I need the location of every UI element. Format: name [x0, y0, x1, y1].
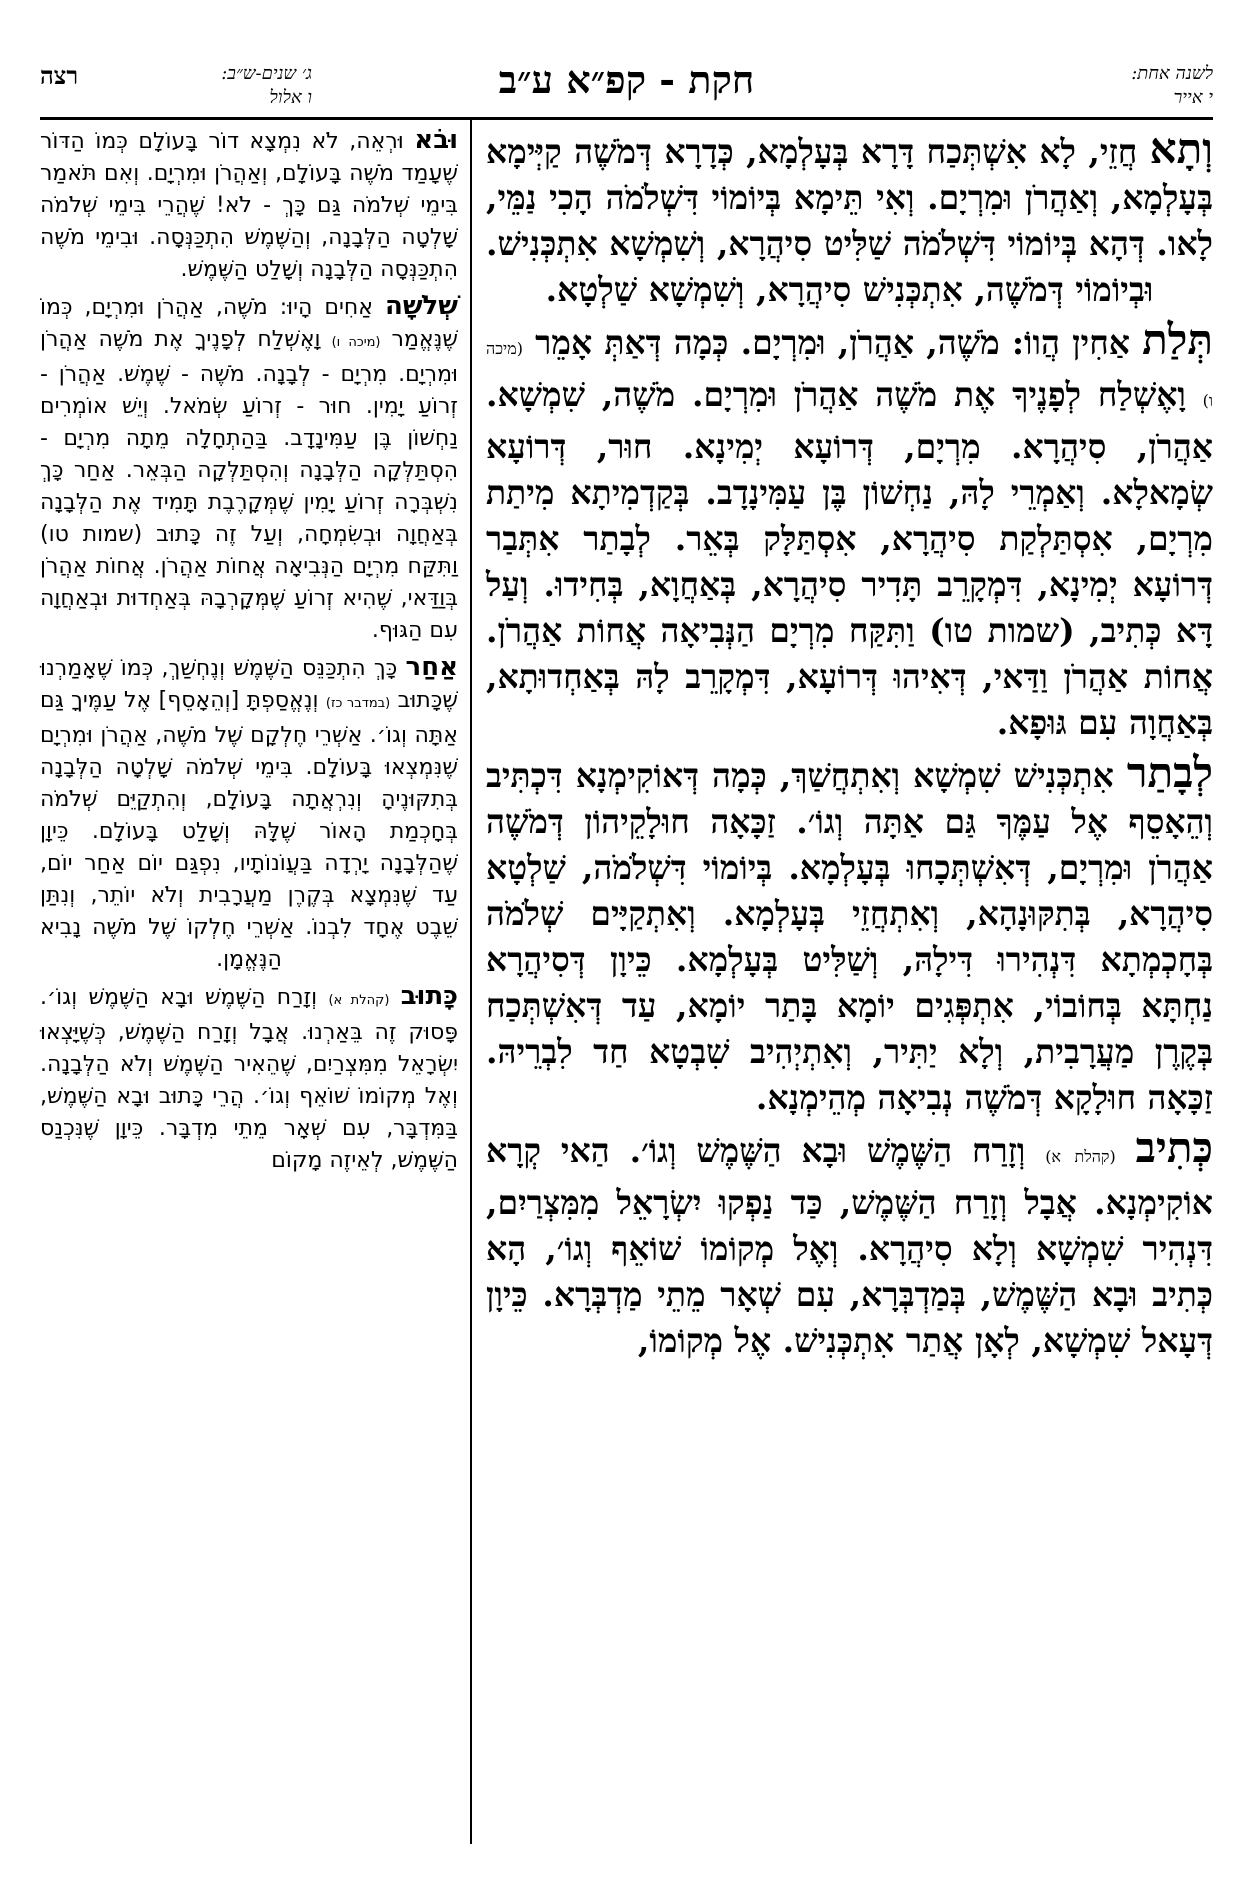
paragraph-opening-word: שְׁלֹשָׁה: [384, 291, 458, 321]
page-number: רצה: [40, 61, 79, 90]
verse-reference: (במדבר כז): [325, 696, 391, 711]
paragraph-opening-word: כָּתוּב: [400, 981, 458, 1011]
three-year-schedule-date: ו אלול: [269, 87, 312, 108]
main-paragraph: [486, 126, 1213, 313]
three-year-schedule: [112, 62, 312, 110]
verse-reference: (קהלת א): [1045, 1147, 1116, 1166]
column-divider: [470, 120, 472, 1844]
header-left-block: [40, 62, 340, 118]
paragraph-opening-word: כְּתִיב: [1135, 1123, 1213, 1172]
paragraph-text: [389, 985, 400, 1010]
paragraph-text: וְזָרַח הַשֶּׁמֶשׁ וּבָא הַשֶּׁמֶשׁ וְגוֹ׳. פָּסוּק זֶה בֵּאַרְנוּ. אֲבָל וְזָרַח הַשֶּׁמֶשׁ, כְּשֶׁיָּצְאוּ יִשְׂרָאֵל מִמִּצְרַיִם, שֶׁהֵאִיר הַשֶּׁמֶשׁ וְלֹא הַלְּבָנָה. וְאֶל מְקוֹמוֹ שׁוֹאֵף וְגוֹ׳. הֲרֵי כָּתוּב וּבָא הַשֶּׁמֶשׁ, בַּמִּדְבָּר, עִם שְׁאָר מֵתֵי מִדְבָּר. כֵּיוָן שֶׁנִּכְנַס הַשֶּׁמֶשׁ, לְאֵיזֶה מָקוֹם: [40, 985, 458, 1173]
translation-column: [40, 124, 458, 1181]
translation-paragraph: [40, 980, 458, 1177]
translation-paragraph: [40, 124, 458, 286]
paragraph-text: וְזָרַח הַשֶּׁמֶשׁ וּבָא הַשֶּׁמֶשׁ וְגוֹ׳. הַאי קְרָא אוֹקִימְנָא. אֲבָל וְזָרַח הַשֶּׁמֶשׁ, כַּד נַפְקוּ יִשְׂרָאֵל מִמִּצְרַיִם, דִּנְהִיר שִׁמְשָׁא וְלָא סִיהֲרָא. וְאֶל מְקוֹמוֹ שׁוֹאֵף וְגוֹ׳, הָא כְּתִיב וּבָא הַשֶּׁמֶשׁ, בְּמַדְבְּרָא, עִם שְׁאָר מֵתֵי מַדְבְּרָא. כֵּיוָן דְּעָאל שִׁמְשָׁא, לְאָן אֲתַר אִתְכְּנִישׁ. אֶל מְקוֹמוֹ,: [486, 1131, 1213, 1360]
header-rule: [40, 117, 1213, 120]
paragraph-opening-word: וּבֹא: [414, 125, 458, 155]
paragraph-text: אִתְכְּנִישׁ שִׁמְשָׁא וְאִתְחֲשַׁךְ, כְּמָה דְּאוֹקִימְנָא דִּכְתִּיב וְהֵאָסֵף אֶל עַמֶּךָ גַּם אַתָּה וְגוֹ׳. זַכָּאָה חוּלָקֵיהוֹן דְּמֹשֶׁה אַהֲרֹן וּמִרְיָם, דְּאִשְׁתְּכָחוּ בְּעָלְמָא. בְּיוֹמוֹי דִּשְׁלֹמֹה, שַׁלְטָא סִיהֲרָא, בְּתִקּוּנָהָא, וְאִתְחֲזֵי בְּעָלְמָא. וְאִתְקַיָּים שְׁלֹמֹה בְּחָכְמְתָא דִּנְהִירוּ דִּילָהּ, וְשַׁלִּיט בְּעָלְמָא. כֵּיוָן דְּסִיהֲרָא נַחְתָּא בְּחוֹבוֹי, אִתְפְּגִים יוֹמָא בָּתַר יוֹמָא, עַד דְּאִשְׁתְּכַח בְּקֶרֶן מַעֲרָבִית, וְלָא יַתִּיר, וְאִתְיְהִיב שִׁבְטָא חַד לִבְרֵיהּ. זַכָּאָה חוּלָקָא דְּמֹשֶׁה נְבִיאָה מְהֵימְנָא.: [486, 756, 1213, 1117]
page-header: [40, 50, 1213, 122]
paragraph-text: כָּךְ הִתְכַּנֵּס הַשֶּׁמֶשׁ וְנֶחְשַׁךְ, כְּמוֹ שֶׁאָמַרְנוּ שֶׁכָּתוּב: [40, 656, 458, 713]
one-year-schedule-date: י אייר: [1173, 87, 1213, 108]
page-title: חקת - קפ״א ע״ב: [498, 57, 755, 102]
main-paragraph: [486, 1125, 1213, 1364]
paragraph-opening-word: אַחַר: [405, 652, 458, 682]
verse-reference: (מיכה ו): [331, 335, 381, 350]
paragraph-opening-word: תְּלַת: [1142, 315, 1213, 364]
paragraph-text: חֲזֵי, לָא אִשְׁתְּכַח דָּרָא בְּעָלְמָא, כְּדָרָא דְּמֹשֶׁה קַיְּימָא בְּעָלְמָא, וְאַהֲרֹן וּמִרְיָם. וְאִי תֵּימָא בְּיוֹמוֹי דִּשְׁלֹמֹה הָכִי נַמֵּי, לָאו. דְּהָא בְּיוֹמוֹי דִּשְׁלֹמֹה שַׁלִּיט סִיהֲרָא, וְשִׁמְשָׁא אִתְכְּנִישׁ. וּבְיוֹמוֹי דְּמֹשֶׁה, אִתְכְּנִישׁ סִיהֲרָא, וְשִׁמְשָׁא שַׁלְטָא.: [486, 132, 1213, 309]
paragraph-text: [1116, 1131, 1136, 1170]
paragraph-text: וּרְאֵה, לֹא נִמְצָא דוֹר בָּעוֹלָם כְּמוֹ הַדּוֹר שֶׁעָמַד מֹשֶׁה בָּעוֹלָם, וְאַהֲרֹן וּמִרְיָם. וְאִם תֹּאמַר בִּימֵי שְׁלֹמֹה גַּם כָּךְ - לֹא! שֶׁהֲרֵי בִּימֵי שְׁלֹמֹה שָׁלְטָה הַלְּבָנָה, וְהַשֶּׁמֶשׁ הִתְכַּנְּסָה. וּבִימֵי מֹשֶׁה הִתְכַּנְּסָה הַלְּבָנָה וְשָׁלַט הַשֶּׁמֶשׁ.: [40, 129, 458, 282]
main-paragraph: [486, 750, 1213, 1121]
paragraph-opening-word: לְבָתַר: [1126, 748, 1213, 797]
paragraph-text: וְנֶאֱסַפְתָּ [וְהֵאָסֵף] אֶל עַמֶּיךָ גַּם אַתָּה וְגוֹ׳. אַשְׁרֵי חֶלְקָם שֶׁל מֹשֶׁה, אַהֲרֹן וּמִרְיָם שֶׁנִּמְצְאוּ בָּעוֹלָם. בִּימֵי שְׁלֹמֹה שָׁלְטָה הַלְּבָנָה בְּתִקּוּנֶיהָ וְנִרְאֲתָה בָּעוֹלָם, וְהִתְקַיֵּם שְׁלֹמֹה בְּחָכְמַת הָאוֹר שֶׁלָּהּ וְשָׁלַט בָּעוֹלָם. כֵּיוָן שֶׁהַלְּבָנָה יָרְדָה בַּעֲוֺנוֹתָיו, נִפְגַּם יוֹם אַחַר יוֹם, עַד שֶׁנִּמְצָא בְּקֶרֶן מַעֲרָבִית וְלֹא יוֹתֵר, וְנִתַּן שֵׁבֶט אֶחָד לִבְנוֹ. אַשְׁרֵי חֶלְקוֹ שֶׁל מֹשֶׁה נָבִיא הַנֶּאֱמָן.: [40, 688, 458, 972]
one-year-schedule-label: לשנה אחת:: [1131, 63, 1213, 84]
paragraph-text: אַחִים הָיוּ: מֹשֶׁה, אַהֲרֹן וּמִרְיָם, כְּמוֹ שֶׁנֶּאֱמַר: [40, 295, 458, 352]
paragraph-opening-word: וְתָא: [1149, 124, 1213, 173]
paragraph-text: וָאֶשְׁלַח לְפָנֶיךָ אֶת מֹשֶׁה אַהֲרֹן וּמִרְיָם. מֹשֶׁה, שִׁמְשָׁא. אַהֲרֹן, סִיהֲרָא. מִרְיָם, דְּרוֹעָא יְמִינָא. חוּר, דְּרוֹעָא שְׂמָאלָא. וְאַמְרֵי לָהּ, נַחְשׁוֹן בֶּן עַמִּינָדָב. בְּקַדְמִיתָא מִיתַת מִרְיָם, אִסְתַּלְקַת סִיהֲרָא, אִסְתַּלָּק בְּאֵר. לְבָתַר אִתְּבַר דְּרוֹעָא יְמִינָא, דִּמְקָרֵב תָּדִיר סִיהֲרָא, בְּאַחֲוָא, בְּחִידוּ. וְעַל דָּא כְּתִיב, (שמות טו) וַתִּקַּח מִרְיָם הַנְּבִיאָה אֲחוֹת אַהֲרֹן. אֲחוֹת אַהֲרֹן וַדַּאי, דְּאִיהוּ דְּרוֹעָא, דִּמְקָרֵב לָהּ בְּאַחְדוּתָא, בְּאַחֲוָה עִם גּוּפָא.: [486, 375, 1213, 742]
translation-paragraph: [40, 651, 458, 976]
main-paragraph: [486, 317, 1213, 746]
paragraph-text: וָאֶשְׁלַח לְפָנֶיךָ אֶת מֹשֶׁה אַהֲרֹן וּמִרְיָם. מִרְיָם - לְבָנָה. מֹשֶׁה - שֶׁמֶשׁ. אַהֲרֹן - זְרוֹעַ יָמִין. חוּר - זְרוֹעַ שְׂמֹאל. וְיֵשׁ אוֹמְרִים נַחְשׁוֹן בֶּן עַמִּינָדָב. בַּהַתְחָלָה מֵתָה מִרְיָם - הִסְתַּלְּקָה הַלְּבָנָה וְהִסְתַּלְּקָה הַבְּאֵר. אַחַר כָּךְ נִשְׁבְּרָה זְרוֹעַ יָמִין שֶׁמְּקָרֶבֶת תָּמִיד אֶת הַלְּבָנָה בְּאַחֲוָה וּבְשִׂמְחָה, וְעַל זֶה כָּתוּב (שמות טו) וַתִּקַּח מִרְיָם הַנְּבִיאָה אֲחוֹת אַהֲרֹן. אֲחוֹת אַהֲרֹן בְּוַדַּאי, שֶׁהִיא זְרוֹעַ שֶׁמְּקָרְבָהּ בְּאַחְדוּת וּבְאַחֲוָה עִם הַגּוּף.: [40, 327, 458, 643]
paragraph-text: אַחִין הֲווֹ: מֹשֶׁה, אַהֲרֹן, וּמִרְיָם. כְּמָה דְּאַתְּ אָמֵר: [535, 323, 1143, 362]
verse-reference: (מיכה ו): [486, 339, 1213, 410]
main-text-column: [486, 126, 1213, 1368]
verse-reference: (קהלת א): [328, 993, 390, 1008]
translation-paragraph: [40, 290, 458, 647]
three-year-schedule-label: ג׳ שנים-ש״ב:: [221, 63, 312, 84]
